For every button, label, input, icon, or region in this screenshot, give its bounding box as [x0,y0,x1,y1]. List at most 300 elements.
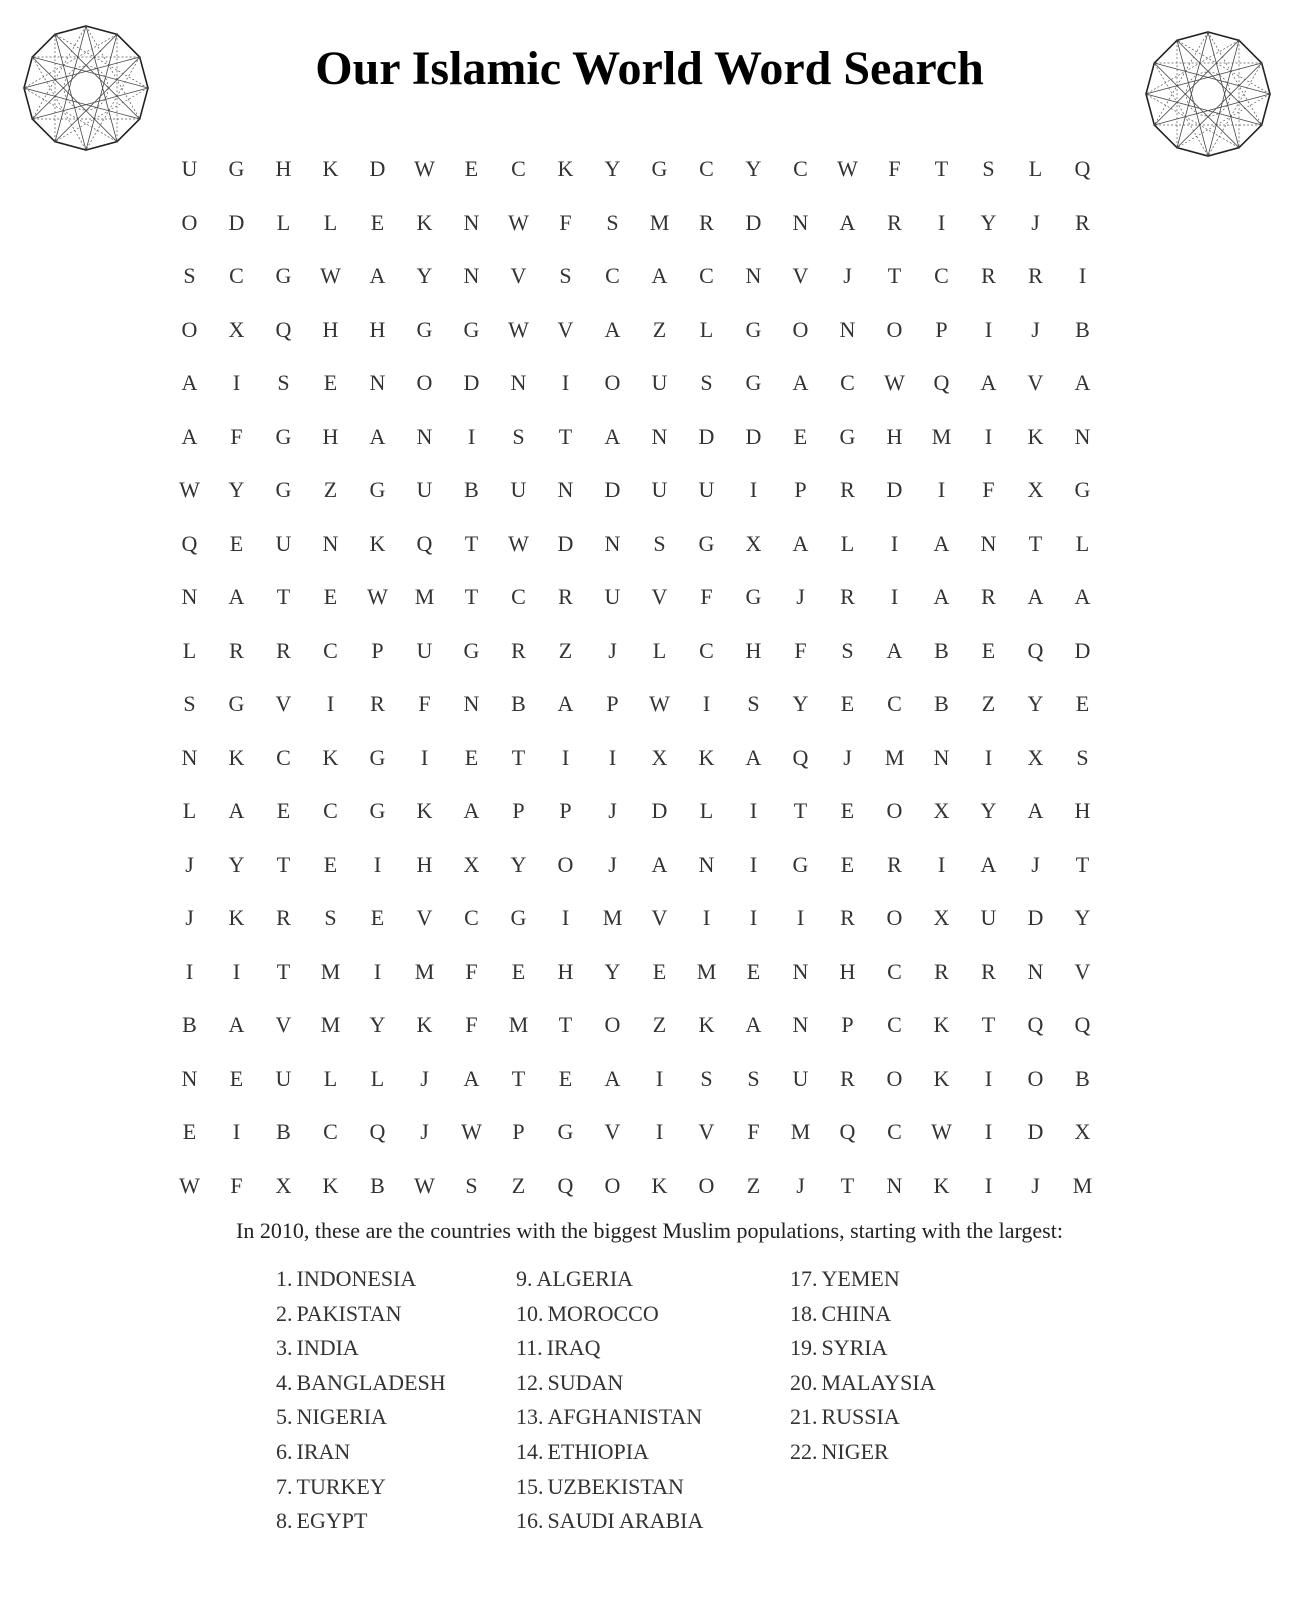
grid-letter[interactable]: L [1075,530,1090,556]
grid-letter[interactable]: J [1031,1172,1040,1198]
grid-letter[interactable]: N [181,744,198,770]
grid-letter[interactable]: C [840,370,855,395]
grid-letter[interactable]: X [275,1172,292,1198]
grid-letter[interactable]: N [839,316,856,342]
grid-letter[interactable]: D [745,423,762,449]
grid-letter[interactable]: J [796,584,805,609]
grid-letter[interactable]: X [745,530,762,556]
grid-letter[interactable]: U [181,156,198,181]
grid-letter[interactable]: F [559,209,572,235]
grid-letter[interactable]: H [839,958,856,984]
grid-letter[interactable]: G [510,905,527,930]
grid-letter[interactable]: Y [228,851,245,877]
grid-letter[interactable]: V [1027,370,1044,395]
grid-letter[interactable]: T [558,1012,573,1037]
grid-letter[interactable]: I [1078,263,1087,288]
grid-letter[interactable]: S [747,691,760,716]
grid-letter[interactable]: W [884,370,905,395]
grid-letter[interactable]: N [792,958,809,984]
grid-letter[interactable]: S [747,1065,760,1091]
grid-letter[interactable]: X [463,851,480,877]
grid-letter[interactable]: M [508,1012,529,1037]
grid-letter[interactable]: F [747,1119,760,1144]
grid-letter[interactable]: I [749,477,758,502]
grid-letter[interactable]: K [416,798,433,823]
grid-letter[interactable]: C [793,156,808,181]
grid-letter[interactable]: E [229,530,244,556]
grid-letter[interactable]: A [228,1012,245,1037]
grid-letter[interactable]: Q [792,744,809,770]
grid-letter[interactable]: X [1027,477,1044,502]
grid-letter[interactable]: Z [652,1012,667,1037]
grid-letter[interactable]: R [370,691,385,716]
grid-letter[interactable]: C [699,263,714,288]
grid-letter[interactable]: L [323,1065,338,1091]
grid-letter[interactable]: D [1074,637,1091,663]
grid-letter[interactable]: L [323,209,338,235]
grid-letter[interactable]: G [557,1119,574,1144]
grid-letter[interactable]: F [888,156,901,181]
grid-letter[interactable]: A [557,691,574,716]
grid-letter[interactable]: I [561,905,570,930]
grid-letter[interactable]: T [887,263,902,288]
grid-letter[interactable]: L [699,316,714,342]
grid-letter[interactable]: Y [416,263,433,288]
grid-letter[interactable]: M [414,584,435,609]
grid-letter[interactable]: U [275,530,292,556]
grid-letter[interactable]: D [698,423,715,449]
grid-letter[interactable]: U [651,370,668,395]
grid-letter[interactable]: R [981,263,996,288]
grid-letter[interactable]: C [229,263,244,288]
grid-letter[interactable]: P [794,477,807,502]
grid-letter[interactable]: Y [604,156,621,181]
grid-letter[interactable]: A [1027,798,1044,823]
grid-letter[interactable]: E [370,905,385,930]
grid-letter[interactable]: L [652,637,667,663]
grid-letter[interactable]: I [326,691,335,716]
grid-letter[interactable]: I [420,744,429,770]
grid-letter[interactable]: G [745,584,762,609]
grid-letter[interactable]: W [367,584,388,609]
grid-letter[interactable]: I [984,744,993,770]
grid-letter[interactable]: P [559,798,572,823]
grid-letter[interactable]: K [228,744,245,770]
grid-letter[interactable]: J [420,1065,429,1091]
grid-letter[interactable]: U [792,1065,809,1091]
grid-letter[interactable]: R [840,1065,855,1091]
grid-letter[interactable]: P [371,637,384,663]
grid-letter[interactable]: U [416,477,433,502]
grid-letter[interactable]: X [933,905,950,930]
grid-letter[interactable]: U [698,477,715,502]
grid-letter[interactable]: V [416,905,433,930]
grid-letter[interactable]: N [557,477,574,502]
grid-letter[interactable]: W [414,156,435,181]
grid-letter[interactable]: J [185,851,194,877]
grid-letter[interactable]: J [608,637,617,663]
grid-letter[interactable]: H [416,851,433,877]
grid-letter[interactable]: I [749,851,758,877]
grid-letter[interactable]: S [324,905,337,930]
grid-letter[interactable]: K [369,530,386,556]
grid-letter[interactable]: S [653,530,666,556]
grid-letter[interactable]: V [275,691,292,716]
grid-letter[interactable]: P [512,1119,525,1144]
grid-letter[interactable]: V [604,1119,621,1144]
grid-letter[interactable]: D [557,530,574,556]
grid-letter[interactable]: G [369,744,386,770]
grid-letter[interactable]: K [933,1172,950,1198]
grid-letter[interactable]: K [557,156,574,181]
grid-letter[interactable]: V [651,584,668,609]
grid-letter[interactable]: A [181,423,198,449]
grid-letter[interactable]: W [931,1119,952,1144]
grid-letter[interactable]: C [934,263,949,288]
grid-letter[interactable]: Z [746,1172,761,1198]
grid-letter[interactable]: O [604,370,621,395]
grid-letter[interactable]: R [229,637,244,663]
grid-letter[interactable]: Z [323,477,338,502]
grid-letter[interactable]: Q [933,370,950,395]
grid-letter[interactable]: I [232,1119,241,1144]
grid-letter[interactable]: M [414,958,435,984]
grid-letter[interactable]: W [508,209,529,235]
grid-letter[interactable]: K [228,905,245,930]
grid-letter[interactable]: X [1074,1119,1091,1144]
grid-letter[interactable]: K [322,156,339,181]
grid-letter[interactable]: N [933,744,950,770]
grid-letter[interactable]: M [602,905,623,930]
grid-letter[interactable]: Y [228,477,245,502]
grid-letter[interactable]: E [840,798,855,823]
grid-letter[interactable]: W [508,530,529,556]
grid-letter[interactable]: I [561,744,570,770]
grid-letter[interactable]: R [840,584,855,609]
grid-letter[interactable]: A [369,423,386,449]
grid-letter[interactable]: E [276,798,291,823]
grid-letter[interactable]: G [416,316,433,342]
grid-letter[interactable]: N [745,263,762,288]
grid-letter[interactable]: C [511,584,526,609]
grid-letter[interactable]: E [370,209,385,235]
grid-letter[interactable]: J [608,851,617,877]
grid-letter[interactable]: G [745,370,762,395]
grid-letter[interactable]: G [369,798,386,823]
grid-letter[interactable]: C [323,637,338,663]
grid-letter[interactable]: S [183,691,196,716]
grid-letter[interactable]: Y [369,1012,386,1037]
grid-letter[interactable]: N [651,423,668,449]
grid-letter[interactable]: A [228,798,245,823]
grid-letter[interactable]: I [232,958,241,984]
grid-letter[interactable]: E [229,1065,244,1091]
grid-letter[interactable]: A [933,584,950,609]
grid-letter[interactable]: I [185,958,194,984]
grid-letter[interactable]: I [467,423,476,449]
grid-letter[interactable]: L [370,1065,385,1091]
grid-letter[interactable]: N [1027,958,1044,984]
grid-letter[interactable]: R [558,584,573,609]
grid-letter[interactable]: Q [557,1172,574,1198]
grid-letter[interactable]: R [887,209,902,235]
grid-letter[interactable]: S [1076,744,1089,770]
grid-letter[interactable]: E [652,958,667,984]
grid-letter[interactable]: D [369,156,386,181]
grid-letter[interactable]: K [1027,423,1044,449]
grid-letter[interactable]: M [320,958,341,984]
grid-letter[interactable]: G [275,263,292,288]
grid-letter[interactable]: Z [558,637,573,663]
grid-letter[interactable]: V [275,1012,292,1037]
grid-letter[interactable]: V [698,1119,715,1144]
grid-letter[interactable]: N [1074,423,1091,449]
grid-letter[interactable]: G [463,637,480,663]
grid-letter[interactable]: Q [839,1119,856,1144]
grid-letter[interactable]: A [792,530,809,556]
grid-letter[interactable]: B [276,1119,291,1144]
grid-letter[interactable]: C [605,263,620,288]
grid-letter[interactable]: S [559,263,572,288]
grid-letter[interactable]: E [1075,691,1090,716]
grid-letter[interactable]: O [886,1065,903,1091]
grid-letter[interactable]: W [414,1172,435,1198]
grid-letter[interactable]: M [696,958,717,984]
grid-letter[interactable]: G [369,477,386,502]
grid-letter[interactable]: R [1075,209,1090,235]
grid-letter[interactable]: E [793,423,808,449]
grid-letter[interactable]: T [934,156,949,181]
grid-letter[interactable]: N [510,370,527,395]
grid-letter[interactable]: I [890,530,899,556]
grid-letter[interactable]: I [890,584,899,609]
grid-letter[interactable]: H [886,423,903,449]
grid-letter[interactable]: E [840,851,855,877]
grid-letter[interactable]: S [700,1065,713,1091]
grid-letter[interactable]: R [276,905,291,930]
grid-letter[interactable]: M [320,1012,341,1037]
grid-letter[interactable]: A [792,370,809,395]
grid-letter[interactable]: B [370,1172,385,1198]
grid-letter[interactable]: I [702,905,711,930]
grid-letter[interactable]: U [604,584,621,609]
grid-letter[interactable]: T [1075,851,1090,877]
grid-letter[interactable]: V [510,263,527,288]
grid-letter[interactable]: R [934,958,949,984]
grid-letter[interactable]: L [182,637,197,663]
grid-letter[interactable]: B [182,1012,197,1037]
grid-letter[interactable]: W [837,156,858,181]
grid-letter[interactable]: I [984,423,993,449]
grid-letter[interactable]: U [510,477,527,502]
grid-letter[interactable]: S [183,263,196,288]
grid-letter[interactable]: S [512,423,525,449]
grid-letter[interactable]: Y [510,851,527,877]
grid-letter[interactable]: T [511,1065,526,1091]
grid-letter[interactable]: I [749,798,758,823]
grid-letter[interactable]: T [1028,530,1043,556]
grid-letter[interactable]: Q [181,530,198,556]
grid-letter[interactable]: W [649,691,670,716]
grid-letter[interactable]: T [276,958,291,984]
grid-letter[interactable]: W [179,1172,200,1198]
grid-letter[interactable]: C [887,958,902,984]
grid-letter[interactable]: N [698,851,715,877]
grid-letter[interactable]: M [884,744,905,770]
grid-letter[interactable]: B [934,691,949,716]
grid-letter[interactable]: G [1074,477,1091,502]
grid-letter[interactable]: E [511,958,526,984]
grid-letter[interactable]: I [749,905,758,930]
grid-letter[interactable]: B [934,637,949,663]
grid-letter[interactable]: D [1027,905,1044,930]
grid-letter[interactable]: S [465,1172,478,1198]
grid-letter[interactable]: W [179,477,200,502]
grid-letter[interactable]: T [558,423,573,449]
grid-letter[interactable]: P [606,691,619,716]
grid-letter[interactable]: R [1028,263,1043,288]
grid-letter[interactable]: E [840,691,855,716]
grid-letter[interactable]: O [416,370,433,395]
grid-letter[interactable]: I [937,851,946,877]
grid-letter[interactable]: I [984,1172,993,1198]
grid-letter[interactable]: G [228,156,245,181]
grid-letter[interactable]: O [792,316,809,342]
grid-letter[interactable]: X [933,798,950,823]
grid-letter[interactable]: F [230,423,243,449]
grid-letter[interactable]: J [420,1119,429,1144]
grid-letter[interactable]: I [937,477,946,502]
grid-letter[interactable]: H [1074,798,1091,823]
grid-letter[interactable]: Q [1074,1012,1091,1037]
grid-letter[interactable]: Y [1027,691,1044,716]
grid-letter[interactable]: K [698,744,715,770]
grid-letter[interactable]: T [276,851,291,877]
grid-letter[interactable]: S [982,156,995,181]
grid-letter[interactable]: C [887,1119,902,1144]
grid-letter[interactable]: Q [416,530,433,556]
grid-letter[interactable]: O [557,851,574,877]
grid-letter[interactable]: H [369,316,386,342]
grid-letter[interactable]: I [655,1065,664,1091]
grid-letter[interactable]: D [1027,1119,1044,1144]
grid-letter[interactable]: U [275,1065,292,1091]
grid-letter[interactable]: E [323,370,338,395]
grid-letter[interactable]: F [465,1012,478,1037]
grid-letter[interactable]: P [841,1012,854,1037]
grid-letter[interactable]: I [702,691,711,716]
grid-letter[interactable]: F [700,584,713,609]
grid-letter[interactable]: M [790,1119,811,1144]
grid-letter[interactable]: T [981,1012,996,1037]
grid-letter[interactable]: I [561,370,570,395]
grid-letter[interactable]: K [933,1065,950,1091]
grid-letter[interactable]: G [275,477,292,502]
grid-letter[interactable]: K [322,744,339,770]
grid-letter[interactable]: A [604,423,621,449]
grid-letter[interactable]: S [700,370,713,395]
grid-letter[interactable]: T [276,584,291,609]
grid-letter[interactable]: E [323,584,338,609]
grid-letter[interactable]: J [1031,316,1040,342]
grid-letter[interactable]: T [464,584,479,609]
grid-letter[interactable]: A [745,1012,762,1037]
grid-letter[interactable]: G [228,691,245,716]
grid-letter[interactable]: D [463,370,480,395]
grid-letter[interactable]: A [980,370,997,395]
grid-letter[interactable]: K [416,209,433,235]
grid-letter[interactable]: C [699,156,714,181]
grid-letter[interactable]: H [275,156,292,181]
grid-letter[interactable]: E [182,1119,197,1144]
grid-letter[interactable]: N [792,1012,809,1037]
grid-letter[interactable]: R [887,851,902,877]
grid-letter[interactable]: W [508,316,529,342]
grid-letter[interactable]: X [651,744,668,770]
grid-letter[interactable]: A [886,637,903,663]
grid-letter[interactable]: A [1074,370,1091,395]
grid-letter[interactable]: O [886,798,903,823]
grid-letter[interactable]: O [181,209,198,235]
grid-letter[interactable]: E [558,1065,573,1091]
grid-letter[interactable]: Q [369,1119,386,1144]
grid-letter[interactable]: R [981,584,996,609]
grid-letter[interactable]: A [651,851,668,877]
grid-letter[interactable]: Z [652,316,667,342]
grid-letter[interactable]: T [511,744,526,770]
grid-letter[interactable]: Q [1027,1012,1044,1037]
grid-letter[interactable]: A [839,209,856,235]
grid-letter[interactable]: K [698,1012,715,1037]
grid-letter[interactable]: N [604,530,621,556]
grid-letter[interactable]: R [840,477,855,502]
grid-letter[interactable]: U [980,905,997,930]
grid-letter[interactable]: A [745,744,762,770]
grid-letter[interactable]: C [464,905,479,930]
grid-letter[interactable]: H [557,958,574,984]
grid-letter[interactable]: F [794,637,807,663]
grid-letter[interactable]: I [655,1119,664,1144]
grid-letter[interactable]: D [604,477,621,502]
grid-letter[interactable]: F [418,691,431,716]
grid-letter[interactable]: C [511,156,526,181]
grid-letter[interactable]: G [651,156,668,181]
grid-letter[interactable]: E [746,958,761,984]
grid-letter[interactable]: N [181,1065,198,1091]
grid-letter[interactable]: O [886,905,903,930]
grid-letter[interactable]: B [511,691,526,716]
grid-letter[interactable]: A [463,1065,480,1091]
grid-letter[interactable]: L [182,798,197,823]
grid-letter[interactable]: G [463,316,480,342]
grid-letter[interactable]: Q [1074,156,1091,181]
grid-letter[interactable]: D [886,477,903,502]
grid-letter[interactable]: A [604,1065,621,1091]
grid-letter[interactable]: O [181,316,198,342]
grid-letter[interactable]: W [461,1119,482,1144]
grid-letter[interactable]: F [230,1172,243,1198]
grid-letter[interactable]: D [228,209,245,235]
grid-letter[interactable]: E [323,851,338,877]
grid-letter[interactable]: E [464,744,479,770]
grid-letter[interactable]: Q [275,316,292,342]
grid-letter[interactable]: X [228,316,245,342]
grid-letter[interactable]: I [796,905,805,930]
grid-letter[interactable]: A [369,263,386,288]
grid-letter[interactable]: Y [604,958,621,984]
grid-letter[interactable]: R [981,958,996,984]
grid-letter[interactable]: A [1074,584,1091,609]
